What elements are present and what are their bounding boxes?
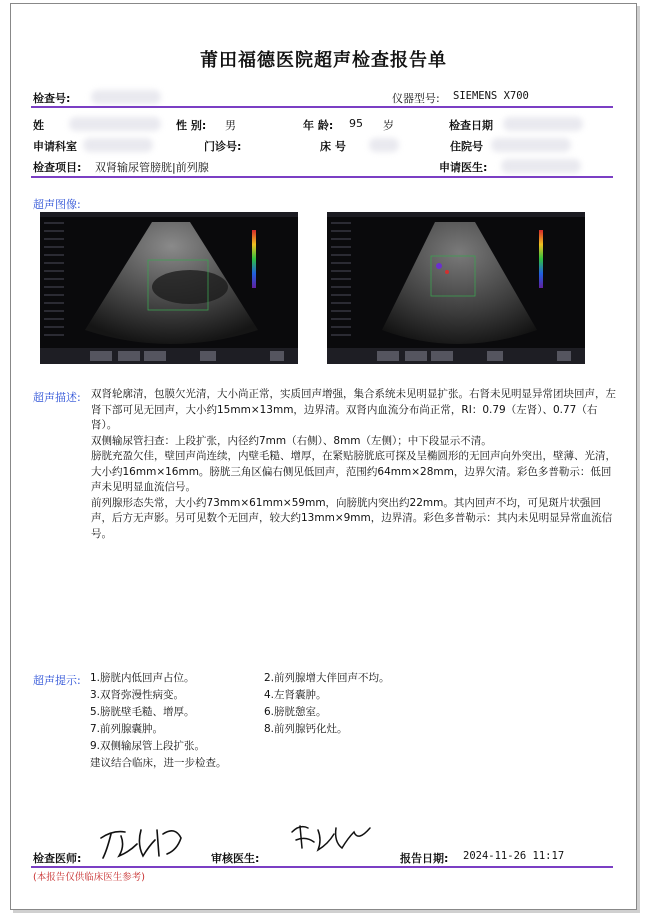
ultrasound-image-2 (327, 212, 585, 364)
redacted-dept (83, 138, 153, 152)
description-text (91, 387, 616, 542)
summary-item: 1.膀胱内低回声占位。 (90, 672, 195, 684)
summary-item: 9.双侧输尿管上段扩张。 (90, 740, 206, 752)
name-label: 姓 (33, 119, 44, 132)
summary-item: 3.双肾弥漫性病变。 (90, 689, 185, 701)
description-paragraph: 双侧输尿管扫查：上段扩张，内径约7mm（右侧）、8mm（左侧）；中下段显示不清。 (91, 434, 492, 447)
images-section-label: 超声图像: (33, 198, 81, 211)
summary-label: 超声提示: (33, 674, 81, 687)
summary-item: 7.前列腺囊肿。 (90, 723, 164, 735)
clinic-label: 门诊号: (204, 140, 242, 153)
description-paragraph: 前列腺形态失常，大小约73mm×61mm×59mm，向膀胱内突出约22mm。其内回声不均，可见斑片状强回声，后方无声影。另可见数个无回声，较大约13mm×9mm，边界清。彩色多普勒示：其内未见明显异常血流信号。 (91, 496, 613, 540)
exam-item-label: 检查项目: (33, 161, 82, 174)
footer-divider (31, 866, 613, 868)
reviewer-label: 审核医生: (211, 852, 260, 865)
header-divider-bottom (31, 176, 613, 178)
report-date-value: 2024-11-26 11:17 (463, 850, 565, 862)
age-value: 95 (349, 117, 363, 130)
redacted-bed (369, 138, 399, 152)
ultrasound-image-1 (40, 212, 298, 364)
description-label: 超声描述: (33, 391, 81, 404)
inpatient-label: 住院号 (450, 140, 483, 153)
summary-item: 8.前列腺钙化灶。 (264, 723, 348, 735)
redacted-name (69, 117, 161, 131)
age-unit: 岁 (383, 119, 394, 132)
redacted-inpatient (491, 138, 571, 152)
dept-label: 申请科室 (33, 140, 77, 153)
summary-item: 2.前列腺增大伴回声不均。 (264, 672, 390, 684)
reviewer-signature (288, 814, 376, 858)
disclaimer-note: (本报告仅供临床医生参考) (33, 872, 145, 883)
exam-no-label: 检查号: (33, 92, 71, 105)
device-label: 仪器型号: (392, 92, 440, 105)
summary-item: 4.左肾囊肿。 (264, 689, 327, 701)
doctor-req-label: 申请医生: (439, 161, 488, 174)
report-date-label: 报告日期: (400, 852, 449, 865)
redacted-exam-no (91, 90, 161, 104)
summary-item: 6.膀胱憩室。 (264, 706, 327, 718)
summary-advice: 建议结合临床，进一步检查。 (90, 757, 227, 769)
gender-label: 性 别: (176, 119, 207, 132)
age-label: 年 龄: (303, 119, 334, 132)
bed-label: 床 号 (320, 140, 346, 153)
report-page (10, 3, 637, 910)
header-divider-top (31, 106, 613, 108)
summary-item: 5.膀胱壁毛糙、增厚。 (90, 706, 195, 718)
examiner-signature (97, 816, 189, 864)
exam-date-label: 检查日期 (449, 119, 493, 132)
redacted-exam-date (503, 117, 583, 131)
description-paragraph: 膀胱充盈欠佳，壁回声尚连续，内壁毛糙、增厚，在紧贴膀胱底可探及呈椭圆形的无回声向外突出，壁薄、光清，大小约16mm×16mm。膀胱三角区偏右侧见低回声，范围约64mm×28mm，边界欠清。彩色多普勒示：低回声未见明显血流信号。 (91, 450, 616, 493)
redacted-doctor (501, 159, 581, 173)
exam-item-value: 双肾输尿管膀胱|前列腺 (95, 161, 209, 174)
gender-value: 男 (225, 119, 236, 132)
device-value: SIEMENS X700 (453, 90, 529, 102)
description-paragraph: 双肾轮廓清，包膜欠光清，大小尚正常，实质回声增强，集合系统未见明显扩张。右肾未见明显异常团块回声，左肾下部可见无回声，大小约15mm×13mm，边界清。双肾内血流分布尚正常，RI：0.79（左肾）、0.77（右肾）。 (91, 388, 616, 431)
report-title: 莆田福德医院超声检查报告单 (200, 50, 447, 71)
examiner-label: 检查医师: (33, 852, 82, 865)
